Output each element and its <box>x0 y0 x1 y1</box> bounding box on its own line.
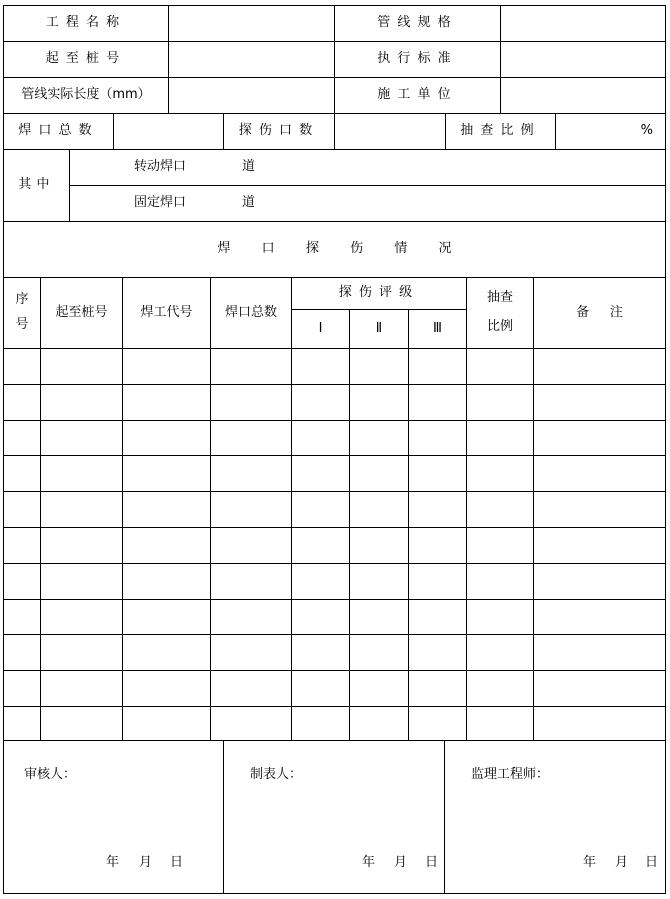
table-cell-rating-2[interactable] <box>349 670 409 707</box>
project-name-value[interactable] <box>168 5 335 42</box>
percent-sign: % <box>640 123 653 139</box>
table-cell-rating-1[interactable] <box>291 563 350 600</box>
inspected-welds-value[interactable] <box>334 113 446 150</box>
table-cell-welder-code[interactable] <box>122 527 211 564</box>
reviewer-date-month: 月 <box>139 855 153 870</box>
table-cell-rating-1[interactable] <box>291 420 350 456</box>
rotating-weld-label: 转动焊口 <box>133 159 186 175</box>
table-cell-rating-1[interactable] <box>291 527 350 564</box>
table-cell-rating-3[interactable] <box>408 420 467 456</box>
sampling-ratio-value[interactable] <box>555 113 666 150</box>
col-seq-line1: 序 <box>15 292 29 308</box>
table-cell-seq[interactable] <box>3 599 41 635</box>
table-cell-remark[interactable] <box>533 348 666 385</box>
table-cell-stake[interactable] <box>40 706 123 743</box>
table-cell-remark[interactable] <box>533 384 666 421</box>
preparer-date-year: 年 <box>362 855 376 870</box>
table-cell-seq[interactable] <box>3 527 41 564</box>
table-cell-ratio[interactable] <box>466 348 534 385</box>
start-end-stake-label: 起至桩号 <box>3 41 169 78</box>
supervisor-date-year: 年 <box>583 855 597 870</box>
table-cell-rating-2[interactable] <box>349 348 409 385</box>
project-name-label: 工程名称 <box>3 5 169 42</box>
reviewer-date-year: 年 <box>106 855 120 870</box>
total-welds-value[interactable] <box>113 113 224 150</box>
table-cell-ratio[interactable] <box>466 563 534 600</box>
table-cell-rating-2[interactable] <box>349 455 409 492</box>
rotating-weld-row <box>69 149 666 186</box>
table-cell-remark[interactable] <box>533 634 666 671</box>
total-welds-label: 焊口总数 <box>3 113 114 150</box>
table-cell-rating-2[interactable] <box>349 384 409 421</box>
table-cell-rating-3[interactable] <box>408 599 467 635</box>
table-cell-remark[interactable] <box>533 420 666 456</box>
table-cell-ratio[interactable] <box>466 670 534 707</box>
table-cell-ratio[interactable] <box>466 527 534 564</box>
table-cell-weld-total[interactable] <box>210 491 292 528</box>
table-cell-weld-total[interactable] <box>210 527 292 564</box>
section-title: 焊口探伤情况 <box>3 221 666 278</box>
table-cell-welder-code[interactable] <box>122 455 211 492</box>
table-cell-welder-code[interactable] <box>122 348 211 385</box>
table-cell-stake[interactable] <box>40 634 123 671</box>
pipe-spec-value[interactable] <box>500 5 666 42</box>
table-cell-rating-3[interactable] <box>408 670 467 707</box>
col-weld-total-header: 焊口总数 <box>210 277 292 349</box>
table-cell-ratio[interactable] <box>466 491 534 528</box>
inspected-welds-label: 探伤口数 <box>223 113 335 150</box>
col-seq-line2: 号 <box>15 317 29 332</box>
preparer-label: 制表人： <box>250 767 303 782</box>
table-cell-rating-3[interactable] <box>408 348 467 385</box>
col-ratio-line2: 比例 <box>486 319 513 334</box>
sampling-ratio-label: 抽查比例 <box>445 113 556 150</box>
table-cell-seq[interactable] <box>3 348 41 385</box>
table-cell-rating-3[interactable] <box>408 527 467 564</box>
table-cell-rating-1[interactable] <box>291 670 350 707</box>
table-cell-rating-2[interactable] <box>349 599 409 635</box>
table-cell-remark[interactable] <box>533 670 666 707</box>
construction-unit-value[interactable] <box>500 77 666 114</box>
table-cell-weld-total[interactable] <box>210 348 292 385</box>
table-cell-ratio[interactable] <box>466 384 534 421</box>
supervisor-date-month: 月 <box>615 855 629 870</box>
table-cell-ratio[interactable] <box>466 634 534 671</box>
table-cell-stake[interactable] <box>40 670 123 707</box>
reviewer-date-day: 日 <box>170 855 184 870</box>
table-cell-weld-total[interactable] <box>210 706 292 743</box>
table-cell-welder-code[interactable] <box>122 491 211 528</box>
rotating-weld-unit: 道 <box>242 159 256 175</box>
of-which-label: 其中 <box>3 149 70 222</box>
table-cell-rating-2[interactable] <box>349 491 409 528</box>
table-cell-rating-3[interactable] <box>408 563 467 600</box>
table-cell-remark[interactable] <box>533 563 666 600</box>
table-cell-weld-total[interactable] <box>210 420 292 456</box>
table-cell-ratio[interactable] <box>466 455 534 492</box>
construction-unit-label: 施工单位 <box>334 77 501 114</box>
table-cell-seq[interactable] <box>3 634 41 671</box>
table-cell-ratio[interactable] <box>466 706 534 743</box>
table-cell-weld-total[interactable] <box>210 455 292 492</box>
table-cell-rating-1[interactable] <box>291 348 350 385</box>
table-cell-stake[interactable] <box>40 563 123 600</box>
table-cell-seq[interactable] <box>3 420 41 456</box>
table-cell-stake[interactable] <box>40 384 123 421</box>
table-cell-rating-2[interactable] <box>349 634 409 671</box>
supervisor-label: 监理工程师： <box>471 767 550 782</box>
table-cell-welder-code[interactable] <box>122 634 211 671</box>
table-cell-weld-total[interactable] <box>210 384 292 421</box>
table-cell-rating-2[interactable] <box>349 706 409 743</box>
table-cell-seq[interactable] <box>3 384 41 421</box>
table-cell-ratio[interactable] <box>466 420 534 456</box>
table-cell-rating-1[interactable] <box>291 384 350 421</box>
table-cell-stake[interactable] <box>40 527 123 564</box>
table-cell-seq[interactable] <box>3 706 41 743</box>
table-cell-rating-3[interactable] <box>408 455 467 492</box>
rating-level-1: Ⅰ <box>291 309 350 349</box>
table-cell-rating-2[interactable] <box>349 563 409 600</box>
table-cell-rating-1[interactable] <box>291 455 350 492</box>
table-cell-rating-1[interactable] <box>291 706 350 743</box>
fixed-weld-unit: 道 <box>242 195 256 211</box>
table-cell-rating-2[interactable] <box>349 527 409 564</box>
table-cell-remark[interactable] <box>533 527 666 564</box>
actual-length-label: 管线实际长度（mm） <box>3 77 169 114</box>
table-cell-weld-total[interactable] <box>210 634 292 671</box>
table-cell-seq[interactable] <box>3 563 41 600</box>
col-welder-code-header: 焊工代号 <box>122 277 211 349</box>
table-cell-rating-2[interactable] <box>349 420 409 456</box>
table-cell-weld-total[interactable] <box>210 563 292 600</box>
table-cell-stake[interactable] <box>40 599 123 635</box>
table-cell-remark[interactable] <box>533 706 666 743</box>
col-ratio-header <box>466 277 534 349</box>
table-cell-ratio[interactable] <box>466 599 534 635</box>
table-cell-welder-code[interactable] <box>122 670 211 707</box>
table-cell-rating-3[interactable] <box>408 491 467 528</box>
table-cell-welder-code[interactable] <box>122 420 211 456</box>
table-cell-remark[interactable] <box>533 599 666 635</box>
preparer-date-day: 日 <box>425 855 439 870</box>
table-cell-remark[interactable] <box>533 491 666 528</box>
fixed-weld-row <box>69 185 666 222</box>
table-cell-rating-3[interactable] <box>408 634 467 671</box>
rating-level-3: Ⅲ <box>408 309 467 349</box>
col-rating-header: 探伤评级 <box>291 277 467 310</box>
table-cell-rating-1[interactable] <box>291 599 350 635</box>
supervisor-date-day: 日 <box>645 855 659 870</box>
table-cell-welder-code[interactable] <box>122 599 211 635</box>
table-cell-remark[interactable] <box>533 455 666 492</box>
table-cell-weld-total[interactable] <box>210 599 292 635</box>
table-cell-stake[interactable] <box>40 491 123 528</box>
table-cell-seq[interactable] <box>3 670 41 707</box>
table-cell-stake[interactable] <box>40 348 123 385</box>
start-end-stake-value[interactable] <box>168 41 335 78</box>
table-cell-weld-total[interactable] <box>210 670 292 707</box>
table-cell-welder-code[interactable] <box>122 706 211 743</box>
col-remark-header: 备注 <box>533 277 666 349</box>
rating-level-2: Ⅱ <box>349 309 409 349</box>
exec-standard-label: 执行标准 <box>334 41 501 78</box>
table-cell-rating-1[interactable] <box>291 491 350 528</box>
table-cell-rating-3[interactable] <box>408 384 467 421</box>
table-cell-rating-1[interactable] <box>291 634 350 671</box>
table-cell-seq[interactable] <box>3 455 41 492</box>
reviewer-label: 审核人： <box>24 767 77 782</box>
table-cell-stake[interactable] <box>40 420 123 456</box>
table-cell-stake[interactable] <box>40 455 123 492</box>
table-cell-welder-code[interactable] <box>122 563 211 600</box>
col-stake-header: 起至桩号 <box>40 277 123 349</box>
fixed-weld-label: 固定焊口 <box>133 195 186 211</box>
preparer-date-month: 月 <box>394 855 408 870</box>
actual-length-value[interactable] <box>168 77 335 114</box>
exec-standard-value[interactable] <box>500 41 666 78</box>
table-cell-welder-code[interactable] <box>122 384 211 421</box>
pipe-spec-label: 管线规格 <box>334 5 501 42</box>
col-seq-header <box>3 277 41 349</box>
table-cell-rating-3[interactable] <box>408 706 467 743</box>
col-ratio-line1: 抽查 <box>486 290 513 306</box>
table-cell-seq[interactable] <box>3 491 41 528</box>
